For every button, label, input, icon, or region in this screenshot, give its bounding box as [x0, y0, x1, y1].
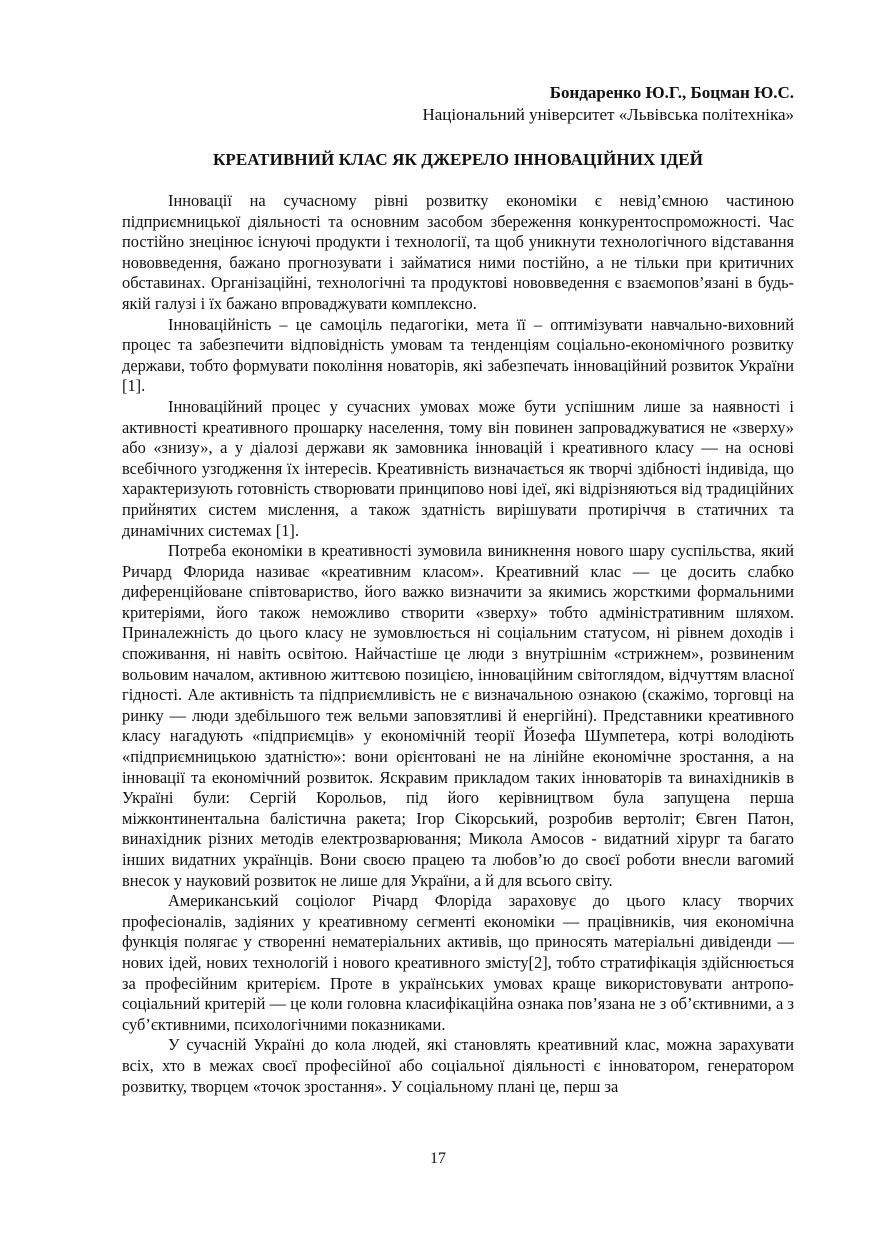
- paragraph: Інноваційність – це самоціль педагогіки, мета її – оптимізувати навчально-виховний процес та забезпечити відповідність умовам та тенденціям соціально-економічного розвитку держави, тобто формувати покоління новаторів, які забезпечать інноваційний розвиток України [1].: [122, 314, 794, 396]
- paragraph: У сучасній Україні до кола людей, які становлять креативний клас, можна зарахувати всіх, хто в межах своєї професійної або соціальної діяльності є інноватором, генератором розвитку, творцем «точок зростання». У соціальному плані це, перш за: [122, 1035, 794, 1096]
- paper-page: [122, 82, 794, 1097]
- paragraph: Інноваційний процес у сучасних умовах може бути успішним лише за наявності і активності креативного прошарку населення, тому він повинен запроваджуватися не «зверху» або «знизу», а у діалозі держави як замовника інновацій і креативного класу — на основі всебічного узгодження їх інтересів. Креативність визначається як творчі здібності індивіда, що характеризують готовність створювати принципово нові ідеї, які відрізняються від традиційних прийнятих систем мислення, а також здатність вирішувати протиріччя в статичних та динамічних системах [1].: [122, 396, 794, 540]
- paragraph: Американський соціолог Річард Флоріда зараховує до цього класу творчих професіоналів, задіяних у креативному сегменті економіки — працівників, чия економічна функція полягає у створенні нематеріальних активів, що приносять матеріальні дивіденди — нових ідей, нових технологій і нового креативного змісту[2], тобто стратифікація здійснюється за професійним критерієм. Проте в українських умовах краще використовувати антропо-соціальний критерій — це коли головна класифікаційна ознака пов’язана не з об’єктивними, а з суб’єктивними, психологічними показниками.: [122, 891, 794, 1034]
- paragraph: Потреба економіки в креативності зумовила виникнення нового шару суспільства, який Ричард Флорида називає «креативним класом». Креативний клас — це досить слабко диференційоване співтовариство, його важко визначити за якимись жорсткими формальними критеріями, його також неможливо створити «зверху» тобто адміністративним шляхом. Приналежність до цього класу не зумовлюється ні соціальним статусом, ні рівнем доходів і споживання, ні навіть освітою. Найчастіше це люди з внутрішнім «стрижнем», розвиненим вольовим началом, активною життєвою позицією, інноваційним світоглядом, відчуттям власної гідності. Але активність та підприємливість не є визначальною ознакою (скажімо, торговці на ринку — люди здебільшого теж вельми заповзятливі й енергійні). Представники креативного класу нагадують «підприємців» у економічній теорії Йозефа Шумпетера, котрі володіють «підприємницькою здатністю»: вони орієнтовані не на лінійне економічне зростання, а на інновації та економічний розвиток. Яскравим прикладом таких інноваторів та винахідників в Україні були: Сергій Корольов, під його керівництвом була запущена перша міжконтинентальна балістична ракета; Ігор Сікорський, розробив вертоліт; Євген Патон, винахідник різних методів електрозварювання; Микола Амосов - видатний хірург та багато інших видатних українців. Вони своєю працею та любов’ю до своєї роботи внесли вагомий внесок у науковий розвиток не лише для України, а й для всього світу.: [122, 541, 794, 890]
- page-number: 17: [430, 1150, 446, 1167]
- affiliation: Національний університет «Львівська політехніка»: [422, 105, 794, 124]
- paper-title: КРЕАТИВНИЙ КЛАС ЯК ДЖЕРЕЛО ІННОВАЦІЙНИХ ІДЕЙ: [212, 150, 704, 169]
- authors: Бондаренко Ю.Г., Боцман Ю.С.: [549, 83, 794, 102]
- paragraph: Інновації на сучасному рівні розвитку економіки є невід’ємною частиною підприємницької діяльності та основним засобом збереження конкурентоспроможності. Час постійно знецінює існуючі продукти і технології, та щоб уникнути технологічного відставання нововведення, бажано прогнозувати і займатися ними постійно, а не тільки при критичних обставинах. Організаційні, технологічні та продуктові нововведення є взаємопов’язані в будь-якій галузі і їх бажано впроваджувати комплексно.: [122, 191, 794, 313]
- paper-body: [122, 191, 794, 1097]
